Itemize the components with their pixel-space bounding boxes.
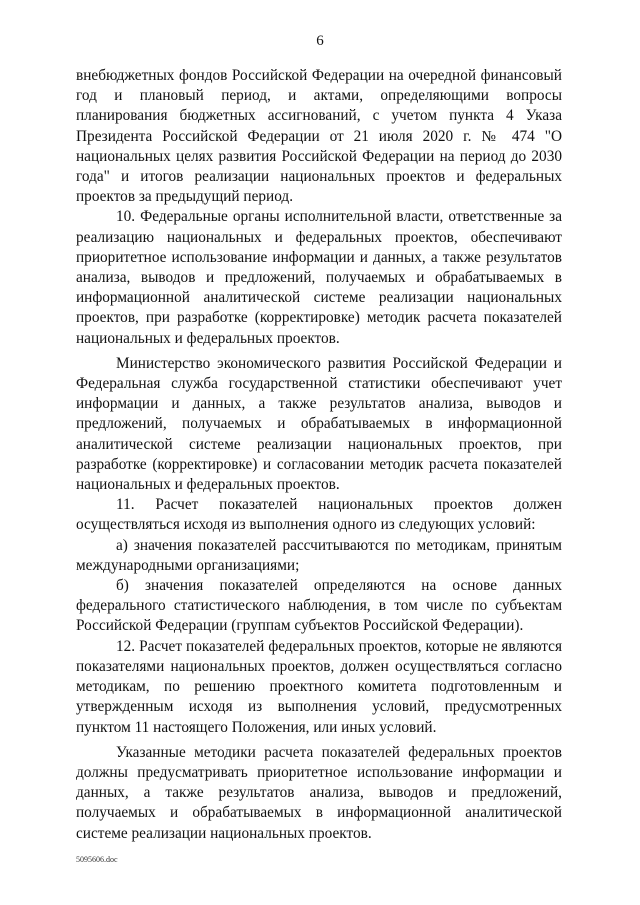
paragraph-continuation: внебюджетных фондов Российской Федерации на очередной финансовый год и плановый период, и актами, определяющими вопросы планирования бюджетных ассигнований, с учетом пункта 4 Указа Президента Российской Федерации от 21 июля 2020 г. № 474 "О национальных целях развития Российской Федерации на период до 2030 года" и итогов реализации национальных проектов и федеральных проектов за предыдущий период. — [76, 67, 562, 206]
paragraph-11: 11. Расчет показателей национальных проектов должен осуществляться исходя из выполнения одного из следующих условий: — [76, 496, 562, 534]
paragraph-11-b: б) значения показателей определяются на основе данных федерального статистического наблюдения, в том числе по субъектам Российской Федерации (группам субъектов Российской Федерации). — [76, 577, 562, 635]
page-number: 6 — [316, 33, 324, 49]
document-file-code: 5095606.doc — [76, 855, 118, 864]
paragraph-ministry: Министерство экономического развития Российской Федерации и Федеральная служба государственной статистики обеспечивают учет информации и данных, а также результатов анализа, выводов и предложений, получаемых и обрабатываемых в информационной аналитической системе реализации национальных проектов, при разработке (корректировке) и согласовании методик расчета показателей национальных и федеральных проектов. — [76, 354, 562, 494]
document-body — [76, 66, 562, 844]
paragraph-methods: Указанные методики расчета показателей федеральных проектов должны предусматривать приоритетное использование информации и данных, а также результатов анализа, выводов и предложений, получаемых и обрабатываемых в информационной аналитической системе реализации национальных проектов. — [76, 743, 562, 842]
paragraph-10: 10. Федеральные органы исполнительной власти, ответственные за реализацию национальных и федеральных проектов, обеспечивают приоритетное использование информации и данных, а также результатов анализа, выводов и предложений, получаемых и обрабатываемых в информационной аналитической системе реализации национальных проектов, при разработке (корректировке) методик расчета показателей национальных и федеральных проектов. — [76, 208, 562, 347]
paragraph-12: 12. Расчет показателей федеральных проектов, которые не являются показателями национальных проектов, должен осуществляться согласно методикам, по решению проектного комитета подготовленным и утвержденным исходя из выполнения условий, предусмотренных пунктом 11 настоящего Положения, или иных условий. — [76, 637, 562, 736]
paragraph-11-a: а) значения показателей рассчитываются по методикам, принятым международными организациями; — [76, 536, 562, 574]
